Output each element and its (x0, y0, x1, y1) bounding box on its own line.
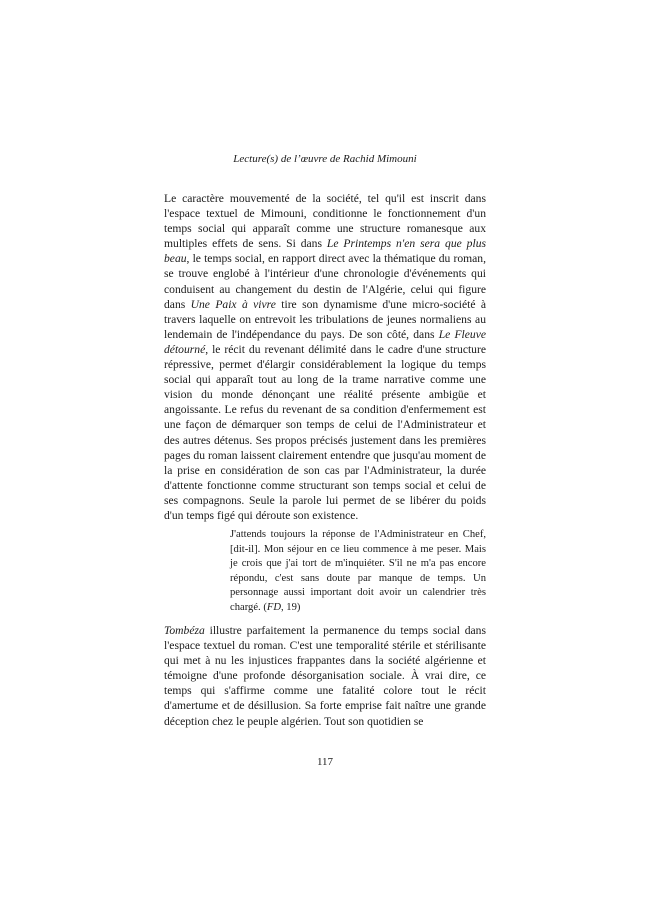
paragraph-text: , le récit du revenant délimité dans le cadre d'une structure répressive, permet d'élargir considérablement la logique du temps social qui apparaît tout au long de la trame narrative comme une vision du monde dénonçant une réalité présente ambigüe et angoissante. Le refus du revenant de sa condition d'enfermement est une façon de démarquer son temps de celui de l'Administrateur et des autres détenus. Ses propos précisés justement dans les premières pages du roman laissent clairement entendre que jusqu'au moment de la prise en considération de son cas par l'Administrateur, la durée d'attente fonctionne comme structurant son temps social et celui de ses compagnons. Seule la parole lui permet de se libérer du poids d'un temps figé qui déroute son existence. (164, 342, 486, 522)
page-number: 117 (316, 756, 334, 768)
book-title: Le Printemps n'en sera que plus beau (164, 237, 487, 266)
paragraph-text: Le caractère mouvementé de la société, tel qu'il est inscrit dans l'espace textuel de Mimouni, conditionne le fonctionnement d'un temps social qui apparaît comme une structure romanesque aux multiples effets de sens. Si dans (164, 192, 486, 251)
paragraph-text: tire son dynamisme d'une micro-société à travers laquelle on entrevoit les tribulations de jeunes normaliens au lendemain de l'indépendance du pays. De son côté, dans (164, 297, 487, 341)
book-title: Le Fleuve détourné (164, 327, 487, 356)
paragraph-text: illustre parfaitement la permanence du temps social dans l'espace textuel du roman. C'est une temporalité stérile et stérilisante qui met à nu les injustices frappantes dans la société algérienne et témoigne d'une profonde désorganisation sociale. À vrai dire, ce temps qui s'affirme comme une fatalité colore tout le récit d'amertume et de désillusion. Sa forte emprise fait naître une grande déception chez le peuple algérien. Tout son quotidien se (164, 624, 486, 728)
running-title: Lecture(s) de l’œuvre de Rachid Mimouni (233, 153, 417, 165)
book-title: Une Paix à vivre (190, 297, 276, 311)
body-paragraph-1 (164, 191, 486, 523)
quote-source-page: , 19) (281, 601, 301, 613)
quote-source-abbr: FD (266, 601, 281, 613)
block-quote (230, 528, 486, 616)
body-paragraph-2 (164, 623, 486, 729)
book-title: Tombéza (164, 624, 205, 637)
paragraph-text: , le temps social, en rapport direct avec la thématique du roman, se trouve englobé à l'intérieur d'une chronologie d'événements qui conduisent au changement du destin de l'Algérie, celui qui figure dans (164, 252, 486, 311)
quote-text: J'attends toujours la réponse de l'Administrateur en Chef, [dit-il]. Mon séjour en ce lieu commence à me peser. Mais je crois que j'ai tort de m'inquiéter. S'il ne m'a pas encore répondu, c'est sans doute par manque de temps. Un personnage aussi important doit avoir un calendrier très chargé. ( (230, 529, 486, 613)
